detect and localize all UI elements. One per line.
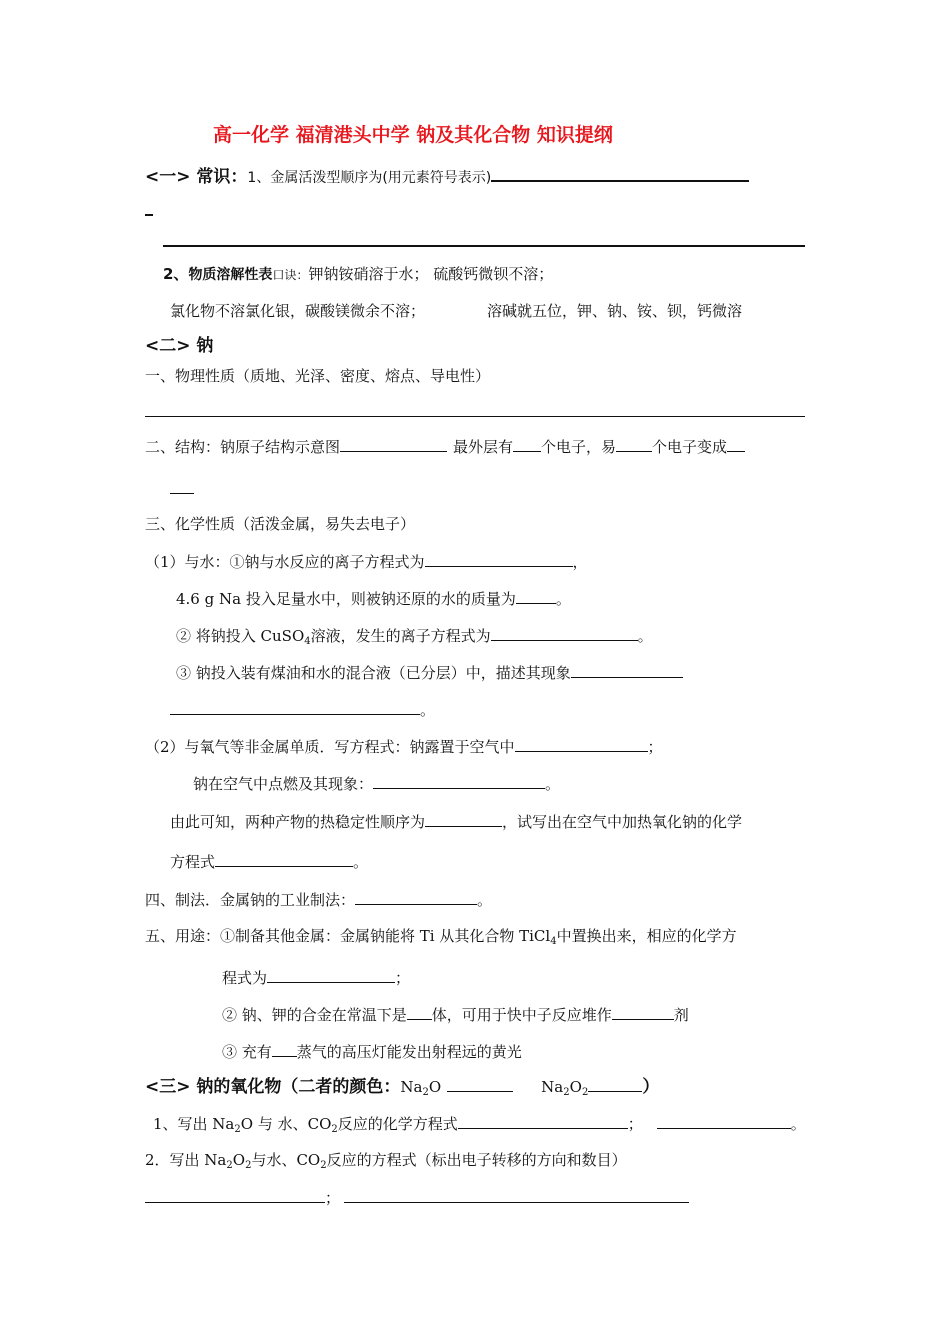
section-1-line-1 xyxy=(145,165,749,188)
punct: ） xyxy=(642,1077,660,1097)
mnemonic-label: 口诀： xyxy=(272,268,309,282)
answer-blank[interactable] xyxy=(425,551,573,567)
structure-line xyxy=(145,436,745,457)
cuso4-text-a: ② 将钠投入 CuSO xyxy=(176,627,305,645)
q2-answer-line xyxy=(145,1187,689,1208)
alloy-text-b: 体，可用于快中子反应堆作 xyxy=(431,1006,612,1024)
punct: 。 xyxy=(637,627,653,645)
subscript: 2 xyxy=(422,1087,429,1098)
section-1-heading: <一> 常识： xyxy=(145,167,248,187)
punct: ； xyxy=(627,1115,643,1133)
answer-blank[interactable] xyxy=(145,1187,325,1203)
kerosene-text: ③ 钠投入装有煤油和水的混合液（已分层）中，描述其现象 xyxy=(176,664,571,682)
electron-text: 个电子，易 xyxy=(541,438,617,456)
water-reaction-line xyxy=(145,551,588,572)
uses-text-a: 五、用途：①制备其他金属：金属钠能将 Ti 从其化合物 TiCl xyxy=(145,927,551,945)
answer-blank[interactable] xyxy=(458,1113,628,1129)
cuso4-text-b: 溶液，发生的离子方程式为 xyxy=(310,627,491,645)
answer-blank[interactable] xyxy=(447,1076,513,1092)
answer-blank-continuation[interactable] xyxy=(170,493,194,494)
answer-blank[interactable] xyxy=(491,165,749,182)
q1-text-c: 反应的化学方程式 xyxy=(337,1115,458,1133)
answer-blank[interactable] xyxy=(657,1113,791,1129)
answer-blank[interactable] xyxy=(355,889,477,905)
section-3-heading-line xyxy=(145,1076,659,1097)
alloy-line xyxy=(222,1004,689,1025)
punct: ； xyxy=(395,969,411,987)
answer-blank[interactable] xyxy=(425,811,502,827)
punct: 。 xyxy=(477,891,493,909)
mnemonic-line-2b: 溶碱就五位，钾、钠、铵、钡，钙微溶 xyxy=(487,302,743,320)
formula-part: Na xyxy=(541,1078,564,1096)
cuso4-line xyxy=(176,625,653,646)
page-title: 高一化学 福清港头中学 钠及其化合物 知识提纲 xyxy=(213,124,613,146)
answer-blank[interactable] xyxy=(612,1004,674,1020)
stability-text-a: 由此可知，两种产物的热稳定性顺序为 xyxy=(170,813,426,831)
lamp-text-b: 蒸气的高压灯能发出射程远的黄光 xyxy=(296,1043,522,1061)
punct: 。 xyxy=(545,775,561,793)
formula-part: O xyxy=(569,1078,582,1096)
lamp-line xyxy=(222,1041,522,1062)
kerosene-line xyxy=(176,662,683,683)
answer-blank[interactable] xyxy=(215,851,353,867)
q2-text-a: 2．写出 Na xyxy=(145,1151,227,1169)
water-reaction-text: （1）与水：①钠与水反应的离子方程式为 xyxy=(145,553,425,571)
stability-text-b: ，试写出在空气中加热氧化钠的化学 xyxy=(502,813,743,831)
subscript: 4 xyxy=(550,936,557,947)
mass-question-text: 4.6 g Na 投入足量水中，则被钠还原的水的质量为 xyxy=(176,590,516,608)
answer-blank-continuation[interactable] xyxy=(145,214,153,216)
equation-line xyxy=(170,851,368,872)
answer-blank[interactable] xyxy=(571,662,683,678)
preparation-text: 四、制法．金属钠的工业制法： xyxy=(145,891,356,909)
answer-blank[interactable] xyxy=(727,436,745,452)
structure-text: 二、结构：钠原子结构示意图 xyxy=(145,438,341,456)
punct: 。 xyxy=(555,590,571,608)
answer-blank[interactable] xyxy=(170,699,420,715)
q2-text-c: 与水、CO xyxy=(251,1151,321,1169)
q1-text-b: O 与 水、CO xyxy=(240,1115,332,1133)
q2-line xyxy=(145,1150,627,1170)
answer-blank[interactable] xyxy=(588,1076,642,1092)
uses-equation-line xyxy=(222,967,410,988)
answer-blank[interactable] xyxy=(616,436,652,452)
subscript: 2 xyxy=(234,1124,241,1135)
stability-line xyxy=(170,811,742,832)
na2o-formula xyxy=(400,1078,441,1096)
preparation-line xyxy=(145,889,492,910)
q1-text-a: 1、写出 Na xyxy=(153,1115,235,1133)
section-2-heading: <二> 钠 xyxy=(145,336,214,356)
answer-blank[interactable] xyxy=(272,1041,297,1057)
q2-text-b: O xyxy=(232,1151,246,1169)
section-3-heading: <三> 钠的氧化物（二者的颜色： xyxy=(145,1077,401,1097)
uses-equation-text: 程式为 xyxy=(222,969,268,987)
subscript: 2 xyxy=(320,1160,327,1171)
punct: 。 xyxy=(353,853,369,871)
answer-blank[interactable] xyxy=(267,967,395,983)
punct: ； xyxy=(325,1189,341,1207)
ignite-line xyxy=(193,773,560,794)
kerosene-continuation xyxy=(170,699,435,720)
alloy-text-a: ② 钠、钾的合金在常温下是 xyxy=(222,1006,407,1024)
item-2-number: 2、 xyxy=(163,265,189,283)
answer-blank[interactable] xyxy=(516,588,556,604)
mnemonic-text: 钾钠铵硝溶于水； 硫酸钙微钡不溶； xyxy=(308,265,554,283)
na2o2-formula xyxy=(541,1078,588,1096)
answer-blank[interactable] xyxy=(373,773,545,789)
mnemonic-line-2a: 氯化物不溶氯化银，碳酸镁微余不溶； xyxy=(170,302,426,320)
alloy-text-c: 剂 xyxy=(673,1006,689,1024)
subscript: 2 xyxy=(226,1160,233,1171)
chemical-properties: 三、化学性质（活泼金属，易失去电子） xyxy=(145,515,416,533)
mass-question-line xyxy=(176,588,571,609)
answer-blank[interactable] xyxy=(513,436,541,452)
answer-blank[interactable] xyxy=(340,436,447,452)
lamp-text-a: ③ 充有 xyxy=(222,1043,272,1061)
item-1-text: 1、金属活泼型顺序为(用元素符号表示) xyxy=(247,170,492,186)
answer-blank-line[interactable] xyxy=(145,416,805,417)
punct: 。 xyxy=(790,1115,806,1133)
ignite-text: 钠在空气中点燃及其现象： xyxy=(193,775,374,793)
outer-shell-text: 最外层有 xyxy=(453,438,514,456)
answer-blank-line[interactable] xyxy=(163,245,805,247)
answer-blank[interactable] xyxy=(407,1004,432,1020)
punct: 。 xyxy=(420,701,436,719)
answer-blank[interactable] xyxy=(515,736,648,752)
uses-text-b: 中置换出来，相应的化学方 xyxy=(556,927,737,945)
oxygen-line xyxy=(145,736,663,757)
oxygen-text: （2）与氧气等非金属单质．写方程式：钠露置于空气中 xyxy=(145,738,515,756)
subscript: 2 xyxy=(581,1087,589,1098)
subscript: 2 xyxy=(331,1124,338,1135)
subscript: 2 xyxy=(245,1160,252,1171)
item-2-label: 物质溶解性表 xyxy=(188,267,273,283)
uses-line xyxy=(145,926,737,946)
formula-part: Na xyxy=(400,1078,423,1096)
item-2-line xyxy=(163,264,553,285)
subscript: 4 xyxy=(304,636,311,647)
equation-text: 方程式 xyxy=(170,853,216,871)
q1-line xyxy=(153,1113,806,1134)
answer-blank[interactable] xyxy=(491,625,638,641)
become-text: 个电子变成 xyxy=(652,438,728,456)
formula-part: O xyxy=(428,1078,442,1096)
punct: ； xyxy=(647,738,663,756)
punct: ， xyxy=(572,553,588,571)
physical-properties: 一、物理性质（质地、光泽、密度、熔点、导电性） xyxy=(145,367,491,385)
q2-text-d: 反应的方程式（标出电子转移的方向和数目） xyxy=(326,1151,627,1169)
answer-blank[interactable] xyxy=(344,1187,689,1203)
subscript: 2 xyxy=(563,1087,570,1098)
